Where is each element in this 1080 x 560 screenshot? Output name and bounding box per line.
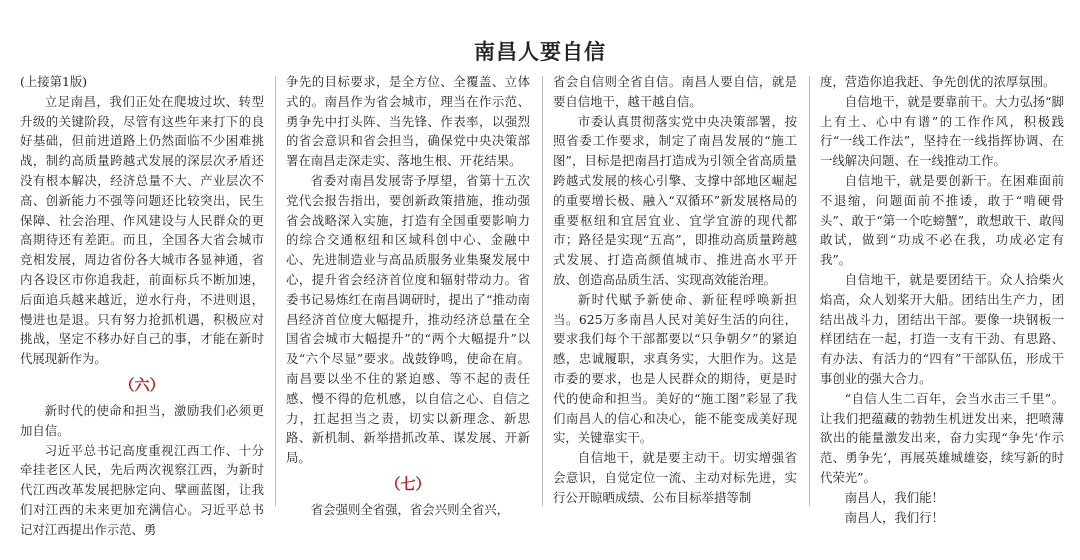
column-4 (820, 72, 1064, 525)
paragraph: 省会强则全省强，省会兴则全省兴， (310, 501, 510, 517)
paragraph: 自信地干，就是要创新干。在困难面前不退缩，问题面前不推诿，敢于“啃硬骨头”、敢于“第一个吃螃蟹”，敢想敢干、敢闯敢试，做到“功成不必在我，功成必定有我”。 (820, 172, 1064, 268)
paragraph-continued: 争先的目标要求，是全方位、全覆盖、立体式的。南昌作为省会城市，理当在作示范、勇争先中打头阵、当先锋、作表率，以强烈的省会意识和省会担当，确保党中央决策部署在南昌走深走实、落地生根、开花结果。 (286, 74, 530, 169)
paragraph: 省委对南昌发展寄予厚望，省第十五次党代会报告指出，要创新政策措施，推动强省会战略深入实施，打造有全国重要影响力的综合交通枢纽和区域科创中心、金融中心、先进制造业与高品质服务业集聚发展中心，提升省会经济首位度和辐射带动力。省委书记易炼红在南昌调研时，提出了“推动南昌经济首位度大幅提升，推动经济总量在全国省会城市大幅提升”的“两个大幅提升”以及“六个尽显”要求。战鼓铮鸣，使命在肩。南昌要以坐不住的紧迫感、等不起的责任感、慢不得的危机感，以自信之心、自信之力，扛起担当之责，切实以新理念、新思路、新机制、新举措抓改革、谋发展、开新局。 (286, 172, 530, 466)
column-2 (286, 72, 530, 517)
paragraph: 习近平总书记高度重视江西工作、十分牵挂老区人民，先后两次视察江西，为新时代江西改革发展把脉定向、擘画蓝图，让我们对江西的未来更加充满信心。习近平总书记对江西提出作示范、勇 (20, 442, 264, 537)
column-divider (809, 76, 810, 506)
column-divider (275, 76, 276, 506)
section-heading-7: （七） (385, 474, 431, 493)
paragraph: 新时代赋予新使命、新征程呼唤新担当。625万多南昌人民对美好生活的向往，要求我们每个干部都要以“只争朝夕”的紧迫感，忠诚履职，求真务实，大胆作为。这是市委的要求，也是人民群众的期待，更是时代的使命和担当。美好的“施工图”彩显了我们南昌人的信心和决心，能不能变成美好现实，关键靠实干。 (553, 291, 797, 446)
continued-note: (上接第1版) (20, 74, 88, 89)
paragraph-continued: 度，营造你追我赶、争先创优的浓厚氛围。 (820, 74, 1056, 89)
paragraph: 自信地干，就是要主动干。切实增强省会意识，自觉定位一流、主动对标先进，实行公开晾晒成绩、公布目标举措等制 (553, 450, 797, 505)
column-1 (20, 72, 264, 537)
closing-line: 南昌人，我们行！ (844, 509, 944, 525)
newspaper-page (0, 32, 1080, 560)
paragraph: 自信地干，就是要靠前干。大力弘扬“脚上有土、心中有谱”的工作作风，积极践行“一线工作法”，坚持在一线指挥协调、在一线解决问题、在一线推动工作。 (820, 93, 1064, 169)
paragraph: 自信地干，就是要团结干。众人拾柴火焰高，众人划桨开大船。团结出生产力，团结出战斗力，团结出干部。要像一块钢板一样团结在一起，打造一支有干劲、有思路、有办法、有活力的“四有”干部队伍，形成干事创业的强大合力。 (820, 271, 1064, 386)
column-3 (553, 72, 797, 512)
closing-line: 南昌人，我们能！ (844, 489, 944, 505)
paragraph-continued: 省会自信则全省自信。南昌人要自信，就是要自信地干，越干越自信。 (553, 74, 797, 109)
column-divider (542, 76, 543, 506)
paragraph: 市委认真贯彻落实党中央决策部署，按照省委工作要求，制定了南昌发展的“施工图”，目标是把南昌打造成为引领全省高质量跨越式发展的核心引擎、支撑中部地区崛起的重要增长极、融入“双循环”新发展格局的重要枢纽和宜居宜业、宜学宜游的现代都市；路径是实现“五高”，即推动高质量跨越式发展、打造高颜值城市、推进高水平开放、创造高品质生活、实现高效能治理。 (553, 113, 797, 287)
paragraph: “自信人生二百年，会当水击三千里”。让我们把蕴藏的勃勃生机迸发出来，把喷薄欲出的能量激发出来，奋力实现“争先‘作示范、勇争先’，再展英雄城雄姿，续写新的时代荣光”。 (820, 390, 1064, 485)
paragraph: 新时代的使命和担当，激励我们必须更加自信。 (20, 402, 264, 438)
paragraph: 立足南昌，我们正处在爬坡过坎、转型升级的关键阶段，尽管有这些年来打下的良好基础，但前进道路上仍然面临不少困难挑战，制约高质量跨越式发展的深层次矛盾还没有根本解决，经济总量不大、产业层次不高、创新能力不强等问题还比较突出，民生保障、社会治理、作风建设与人民群众的更高期待还有差距。而且，全国各大省会城市竞相发展，周边省份各大城市各显神通，省内各设区市你追我赶，前面标兵不断加速，后面追兵越来越近，逆水行舟，不进则退，慢进也是退。只有努力抢抓机遇，积极应对挑战，坚定不移办好自己的事，才能在新时代展现新作为。 (20, 93, 264, 367)
article-title: 南昌人要自信 (474, 40, 606, 64)
article-body (18, 72, 1064, 537)
section-heading-6: （六） (119, 375, 165, 394)
